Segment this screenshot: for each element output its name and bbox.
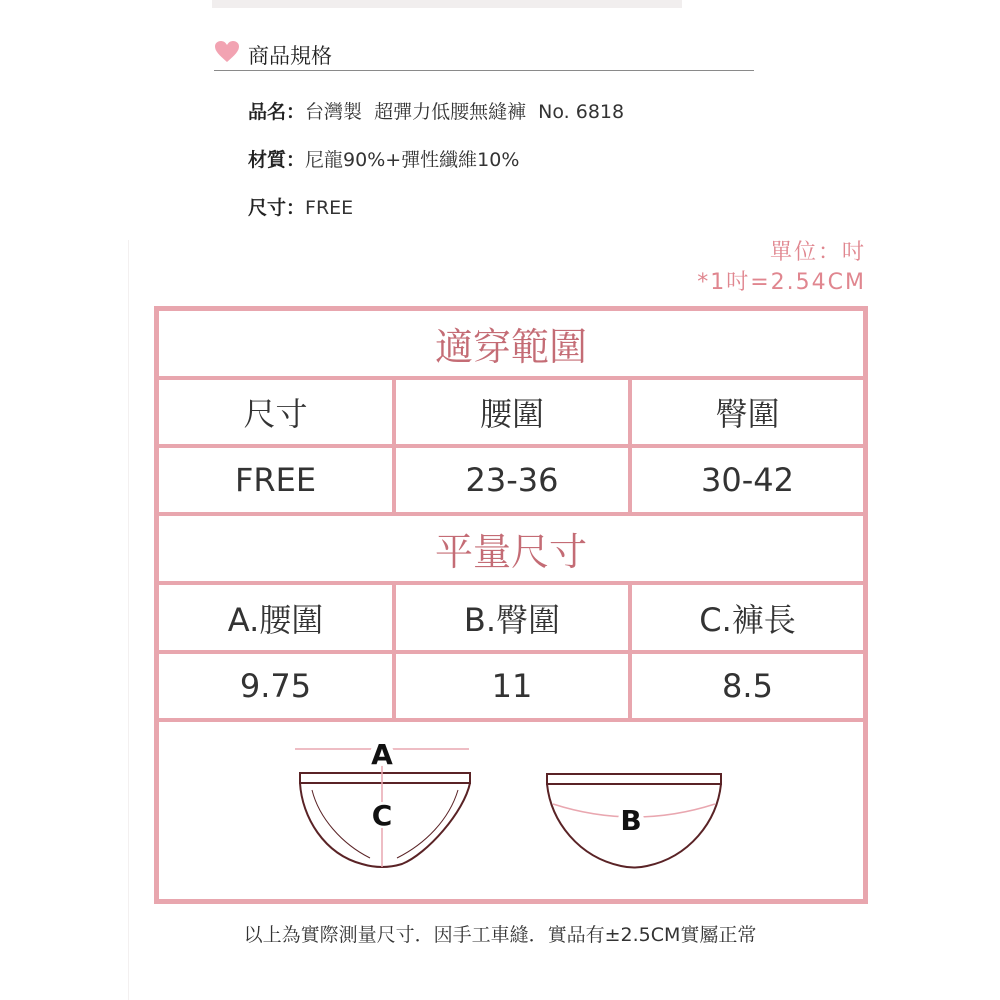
front-brief-illustration (295, 738, 470, 867)
flat-value-hip: 11 (491, 667, 533, 705)
unit-note (697, 238, 866, 298)
fit-header-hip: 臀圍 (715, 395, 780, 433)
spec-size-value: FREE (305, 197, 354, 219)
spec-size-row (248, 193, 353, 220)
spec-size-key: 尺寸： (248, 197, 306, 219)
measurement-diagram (159, 722, 863, 904)
unit-line-2: *1吋=2.54CM (697, 270, 866, 295)
label-b: B (620, 804, 642, 837)
flat-header-length: C.褲長 (699, 600, 796, 639)
spec-name-value: 台灣製 超彈力低腰無縫褲 No. 6818 (305, 101, 625, 123)
heart-icon (214, 40, 240, 64)
flat-header-waist: A.腰圍 (227, 600, 324, 639)
fit-value-waist: 23-36 (465, 461, 559, 499)
spec-name-key: 品名： (248, 101, 306, 123)
spec-header (214, 38, 754, 71)
spec-title: 商品規格 (248, 44, 332, 68)
size-table (154, 306, 868, 904)
label-a: A (371, 738, 393, 771)
side-divider (128, 240, 129, 1000)
fit-header-waist: 腰圍 (479, 395, 544, 433)
flat-size-title: 平量尺寸 (434, 530, 587, 574)
fit-range-title: 適穿範圍 (434, 325, 587, 369)
fit-header-size: 尺寸 (243, 395, 308, 433)
unit-line-1: 單位：吋 (769, 240, 866, 265)
label-c: C (371, 799, 393, 832)
flat-header-hip: B.臀圍 (463, 600, 561, 639)
spec-material-value: 尼龍90%+彈性纖維10% (305, 149, 520, 171)
footer-note: 以上為實際測量尺寸．因手工車縫．實品有±2.5CM實屬正常 (243, 924, 757, 946)
spec-material-row (248, 145, 519, 172)
flat-value-length: 8.5 (722, 667, 773, 705)
fit-value-hip: 30-42 (701, 461, 794, 499)
flat-value-waist: 9.75 (239, 667, 312, 705)
back-brief-illustration (547, 774, 721, 868)
top-strip (212, 0, 682, 8)
spec-material-key: 材質： (248, 149, 306, 171)
spec-name-row (248, 97, 624, 124)
fit-value-size: FREE (234, 461, 317, 499)
